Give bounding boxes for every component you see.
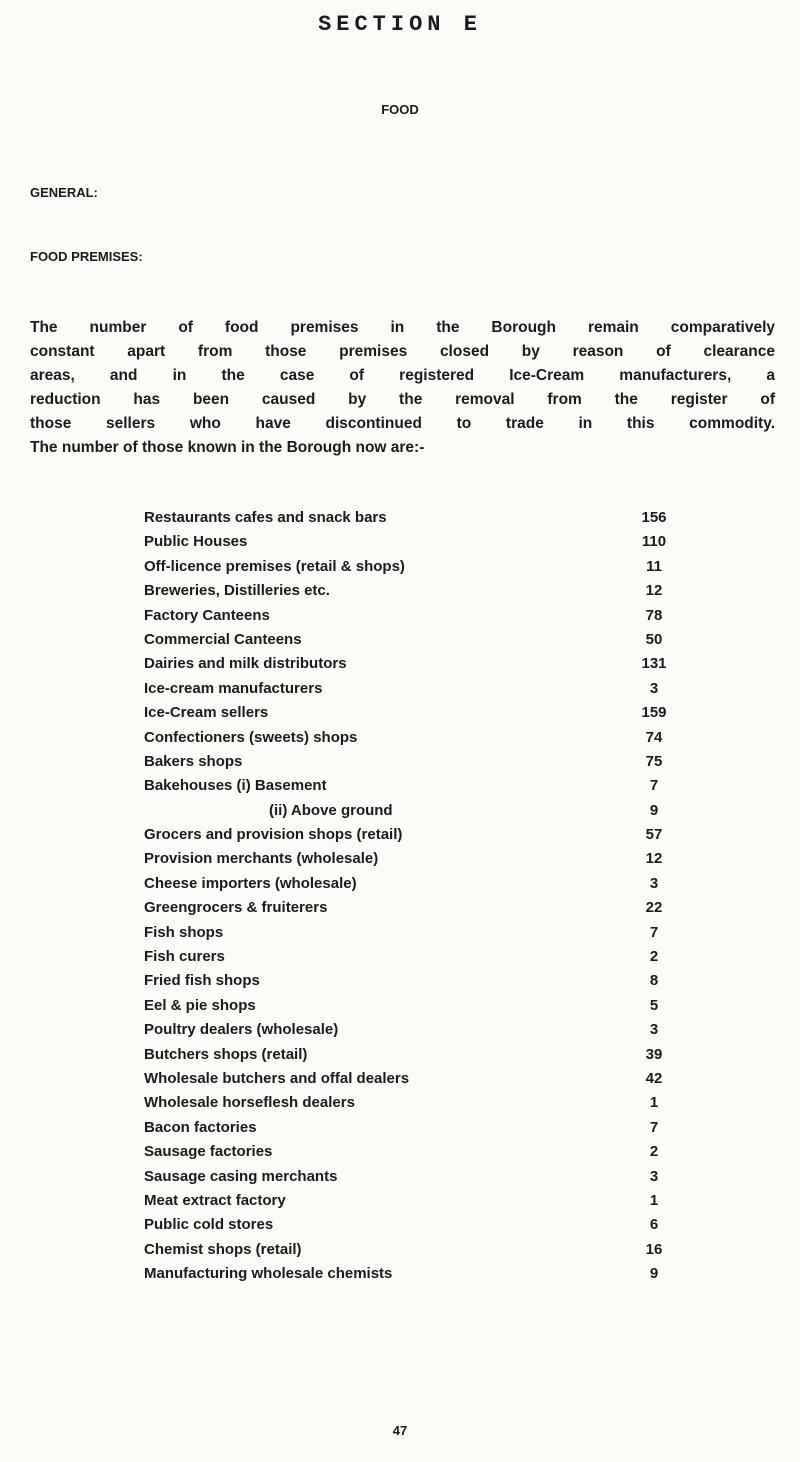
premises-label: Ice-Cream sellers bbox=[144, 704, 269, 722]
premises-label: Ice-cream manufacturers bbox=[144, 679, 323, 697]
premises-label: Breweries, Distilleries etc. bbox=[144, 582, 330, 600]
premises-count: 2 bbox=[649, 948, 659, 966]
premises-count: 78 bbox=[645, 606, 663, 624]
section-title: SECTION E bbox=[318, 12, 482, 37]
premises-count: 11 bbox=[646, 557, 662, 575]
list-item bbox=[144, 1018, 684, 1042]
premises-count: 16 bbox=[645, 1240, 663, 1258]
premises-count: 131 bbox=[641, 655, 667, 673]
list-item bbox=[144, 1238, 684, 1262]
premises-label: Meat extract factory bbox=[144, 1191, 286, 1209]
premises-count: 1 bbox=[649, 1094, 659, 1112]
list-item bbox=[144, 1213, 684, 1237]
premises-label: Dairies and milk distributors bbox=[144, 655, 347, 673]
premises-count: 22 bbox=[645, 899, 663, 917]
premises-label: Off-licence premises (retail & shops) bbox=[144, 557, 405, 575]
list-item bbox=[144, 799, 684, 823]
premises-label: Fish curers bbox=[144, 948, 225, 966]
premises-label: Cheese importers (wholesale) bbox=[144, 874, 357, 892]
intro-line: The number of those known in the Borough now are:- bbox=[30, 439, 425, 456]
premises-count: 6 bbox=[649, 1216, 659, 1234]
intro-line: reduction has been caused by the removal from the register of bbox=[30, 391, 775, 408]
premises-count: 9 bbox=[649, 801, 659, 819]
premises-label: Restaurants cafes and snack bars bbox=[144, 509, 387, 526]
page-number: 47 bbox=[392, 1423, 408, 1438]
list-item bbox=[144, 847, 684, 871]
list-item bbox=[144, 896, 684, 920]
premises-label: Sausage factories bbox=[144, 1143, 273, 1161]
premises-label: Public cold stores bbox=[144, 1216, 274, 1234]
list-item bbox=[144, 652, 684, 676]
premises-label: Butchers shops (retail) bbox=[144, 1045, 308, 1063]
premises-count: 74 bbox=[645, 728, 663, 746]
intro-paragraph bbox=[30, 316, 775, 460]
premises-count: 3 bbox=[649, 1021, 659, 1039]
list-item bbox=[144, 1262, 684, 1286]
premises-label: Poultry dealers (wholesale) bbox=[144, 1021, 339, 1039]
premises-label: Provision merchants (wholesale) bbox=[144, 850, 379, 868]
premises-count: 12 bbox=[645, 582, 663, 600]
premises-count: 156 bbox=[641, 509, 667, 526]
list-item bbox=[144, 530, 684, 554]
premises-count: 3 bbox=[649, 874, 659, 892]
premises-label: Bakers shops bbox=[144, 752, 243, 770]
intro-line: constant apart from those premises closed by reason of clearance bbox=[30, 343, 775, 360]
list-item bbox=[144, 604, 684, 628]
premises-label: Manufacturing wholesale chemists bbox=[144, 1265, 393, 1283]
list-item bbox=[144, 1091, 684, 1115]
list-item bbox=[144, 677, 684, 701]
premises-label: Bakehouses (i) Basement bbox=[144, 777, 327, 795]
premises-label: Fried fish shops bbox=[144, 972, 260, 990]
premises-count: 7 bbox=[649, 923, 659, 941]
intro-line: areas, and in the case of registered Ice-Cream manufacturers, a bbox=[30, 367, 775, 384]
list-item bbox=[144, 1189, 684, 1213]
premises-count: 50 bbox=[645, 630, 663, 648]
food-premises-label: FOOD PREMISES: bbox=[30, 249, 143, 264]
premises-list bbox=[144, 506, 684, 1287]
premises-count: 57 bbox=[645, 826, 663, 844]
premises-count: 1 bbox=[649, 1191, 659, 1209]
premises-count: 39 bbox=[645, 1045, 663, 1063]
list-item bbox=[144, 1165, 684, 1189]
list-item bbox=[144, 774, 684, 798]
premises-label: Commercial Canteens bbox=[144, 630, 302, 648]
list-item bbox=[144, 1067, 684, 1091]
list-item bbox=[144, 628, 684, 652]
premises-label: Public Houses bbox=[144, 533, 248, 551]
premises-label: Grocers and provision shops (retail) bbox=[144, 826, 403, 844]
list-item bbox=[144, 750, 684, 774]
premises-count: 7 bbox=[649, 1118, 659, 1136]
premises-label: Greengrocers & fruiterers bbox=[144, 899, 328, 917]
list-item bbox=[144, 945, 684, 969]
list-item bbox=[144, 823, 684, 847]
list-item bbox=[144, 969, 684, 993]
list-item bbox=[144, 506, 684, 530]
list-item bbox=[144, 872, 684, 896]
premises-label: Eel & pie shops bbox=[144, 996, 256, 1014]
premises-count: 12 bbox=[645, 850, 663, 868]
premises-count: 110 bbox=[641, 533, 667, 551]
list-item bbox=[144, 921, 684, 945]
list-item bbox=[144, 579, 684, 603]
premises-label: Chemist shops (retail) bbox=[144, 1240, 302, 1258]
list-item bbox=[144, 1043, 684, 1067]
list-item bbox=[144, 994, 684, 1018]
premises-count: 3 bbox=[649, 679, 659, 697]
premises-count: 7 bbox=[649, 777, 659, 795]
premises-count: 3 bbox=[649, 1167, 659, 1185]
list-item bbox=[144, 726, 684, 750]
list-item bbox=[144, 555, 684, 579]
premises-label: Wholesale horseflesh dealers bbox=[144, 1094, 355, 1112]
food-heading: FOOD bbox=[381, 102, 419, 117]
premises-count: 75 bbox=[645, 752, 663, 770]
premises-label: Bacon factories bbox=[144, 1118, 257, 1136]
premises-count: 5 bbox=[649, 996, 659, 1014]
list-item bbox=[144, 1116, 684, 1140]
premises-count: 2 bbox=[649, 1143, 659, 1161]
premises-label: Confectioners (sweets) shops bbox=[144, 728, 358, 746]
premises-label: (ii) Above ground bbox=[269, 801, 393, 819]
premises-label: Factory Canteens bbox=[144, 606, 270, 624]
list-item bbox=[144, 1140, 684, 1164]
premises-count: 9 bbox=[649, 1265, 659, 1283]
premises-count: 42 bbox=[645, 1069, 663, 1087]
premises-count: 8 bbox=[649, 972, 659, 990]
premises-count: 159 bbox=[641, 704, 667, 722]
intro-line: those sellers who have discontinued to trade in this commodity. bbox=[30, 415, 775, 432]
premises-label: Fish shops bbox=[144, 923, 224, 941]
general-label: GENERAL: bbox=[30, 185, 98, 200]
list-item bbox=[144, 701, 684, 725]
premises-label: Wholesale butchers and offal dealers bbox=[144, 1069, 410, 1087]
premises-label: Sausage casing merchants bbox=[144, 1167, 338, 1185]
intro-line: The number of food premises in the Borough remain comparatively bbox=[30, 319, 775, 336]
